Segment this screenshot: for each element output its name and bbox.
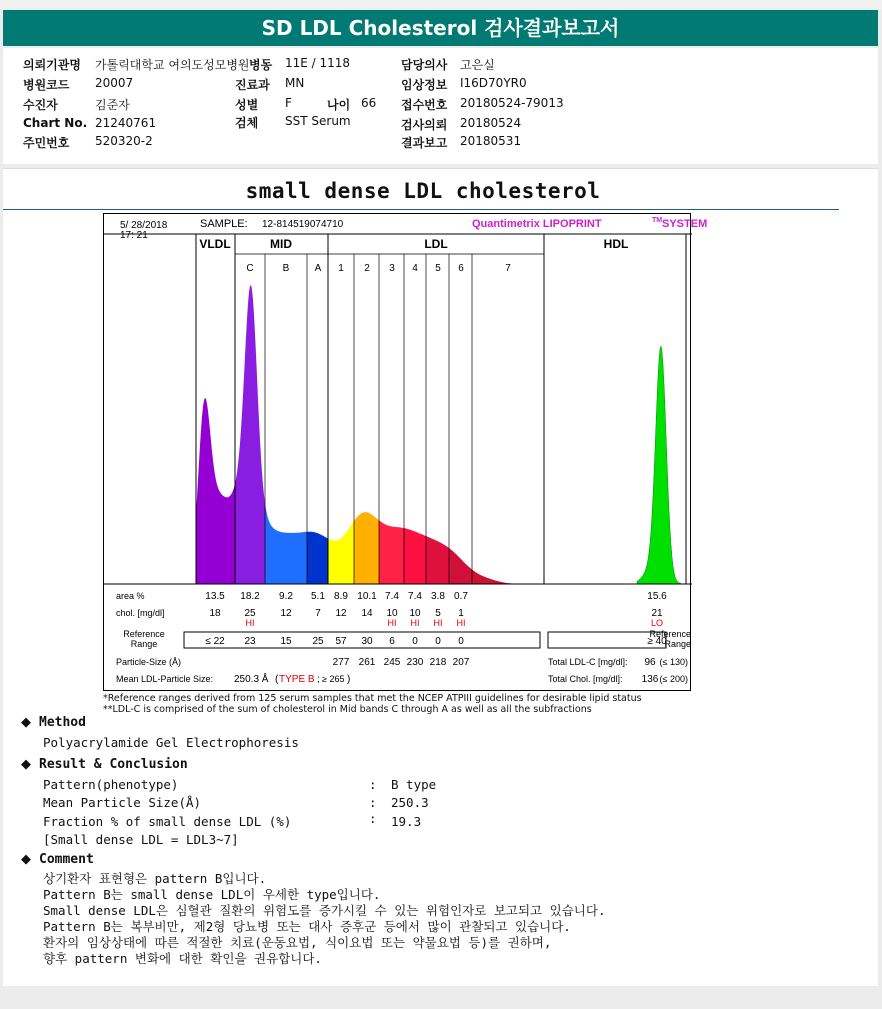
info-label: Chart No. bbox=[23, 116, 88, 130]
info-value: F bbox=[285, 96, 292, 110]
report-header bbox=[3, 10, 878, 46]
mean-paren: ) bbox=[347, 674, 351, 685]
chol-value: 10 bbox=[386, 608, 398, 619]
comment-line: Pattern B는 복부비만, 제2형 당뇨병 또는 대사 증후군 등에서 많이 관찰되고 있습니다. bbox=[43, 919, 571, 934]
result-row-sep: : bbox=[369, 777, 377, 792]
mean-ref: ≥ 265 bbox=[322, 674, 345, 684]
chol-value: 21 bbox=[651, 608, 663, 619]
area-pct-value: 9.2 bbox=[279, 591, 293, 602]
reference-value: ≥ 40 bbox=[647, 636, 667, 647]
chol-value: 25 bbox=[244, 608, 256, 619]
chol-value: 1 bbox=[458, 608, 464, 619]
info-label: 임상정보 bbox=[401, 78, 448, 92]
comment-line: 환자의 임상상태에 따른 적절한 치료(운동요법, 식이요법 또는 약물요법 등)를 권하며, bbox=[43, 935, 552, 950]
total-chol-label: Total Chol. [mg/dl]: bbox=[548, 674, 623, 684]
reference-value: 0 bbox=[458, 636, 464, 647]
result-row-sep: : bbox=[369, 811, 377, 826]
mean-size-value: 250.3 Å bbox=[234, 674, 269, 685]
chol-value: 5 bbox=[435, 608, 441, 619]
chol-value: 18 bbox=[209, 608, 221, 619]
row-label-mean: Mean LDL-Particle Size: bbox=[116, 674, 214, 684]
reference-value: 23 bbox=[244, 636, 256, 647]
result-row-label: Fraction % of small dense LDL (%) bbox=[43, 814, 292, 829]
diamond-icon: ◆ bbox=[21, 715, 31, 730]
comment-line: Small dense LDL은 심혈관 질환의 위험도를 증가시킬 수 있는 위험인자로 보고되고 있습니다. bbox=[43, 903, 606, 918]
band-label: A bbox=[314, 263, 322, 274]
info-value: 김준자 bbox=[95, 98, 130, 112]
info-label: 나이 bbox=[327, 98, 351, 112]
report-header-title: SD LDL Cholesterol 검사결과보고서 bbox=[261, 16, 620, 40]
band-area-2 bbox=[265, 503, 307, 584]
row-label-area: area % bbox=[116, 591, 145, 601]
area-pct-value: 3.8 bbox=[431, 591, 445, 602]
area-pct-value: 8.9 bbox=[334, 591, 348, 602]
result-heading-text: Result & Conclusion bbox=[39, 757, 188, 772]
footnote-1: *Reference ranges derived from 125 serum samples that met the NCEP ATPIII guidelines for desirable lipid status bbox=[103, 693, 642, 704]
info-label: 성별 bbox=[235, 98, 259, 112]
diamond-icon: ◆ bbox=[21, 757, 31, 772]
sample-label: SAMPLE: bbox=[200, 218, 248, 230]
result-row-sep: : bbox=[369, 795, 377, 810]
hdl-ref-label: Range bbox=[664, 639, 691, 649]
total-ldl-label: Total LDL-C [mg/dl]: bbox=[548, 657, 628, 667]
system-name: Quantimetrix LIPOPRINT bbox=[472, 218, 602, 230]
area-pct-value: 10.1 bbox=[357, 591, 377, 602]
info-label: 검체 bbox=[235, 116, 259, 130]
band-label: 1 bbox=[338, 263, 344, 274]
info-value: 520320-2 bbox=[95, 134, 153, 148]
comment-heading-text: Comment bbox=[39, 852, 94, 867]
comment-line: Pattern B는 small dense LDL이 우세한 type입니다. bbox=[43, 887, 381, 902]
chol-value: 14 bbox=[361, 608, 373, 619]
band-label: 2 bbox=[364, 263, 370, 274]
band-area-4 bbox=[328, 521, 354, 584]
particle-size-value: 218 bbox=[429, 657, 447, 668]
total-ldl-value: 96 bbox=[644, 657, 656, 668]
particle-size-value: 230 bbox=[406, 657, 424, 668]
info-label: 접수번호 bbox=[401, 98, 448, 112]
band-label: 5 bbox=[435, 263, 441, 274]
reference-value: 25 bbox=[312, 636, 324, 647]
lipoprint-chart-svg bbox=[104, 214, 708, 692]
comment-line: 향후 pattern 변화에 대한 확인을 권유합니다. bbox=[43, 951, 322, 966]
result-row-label: Pattern(phenotype) bbox=[43, 777, 179, 792]
info-label: 담당의사 bbox=[401, 58, 448, 72]
chol-value: 12 bbox=[335, 608, 347, 619]
group-label-mid: MID bbox=[270, 237, 292, 251]
info-label: 병동 bbox=[249, 58, 273, 72]
info-label: 수진자 bbox=[23, 98, 58, 112]
result-heading bbox=[21, 757, 188, 772]
info-value: 20007 bbox=[95, 76, 134, 90]
result-row-label: Mean Particle Size(Å) bbox=[43, 795, 202, 810]
flag-lo: LO bbox=[650, 618, 664, 628]
band-label: 3 bbox=[389, 263, 395, 274]
area-pct-value: 7.4 bbox=[385, 591, 399, 602]
info-label: 진료과 bbox=[235, 78, 270, 92]
area-pct-value: 7.4 bbox=[408, 591, 422, 602]
footnote-2: **LDL-C is comprised of the sum of cholesterol in Mid bands C through A as well as all the subfractions bbox=[103, 704, 592, 715]
lipoprint-chart bbox=[103, 213, 708, 691]
flag-hi: HI bbox=[456, 618, 466, 628]
band-area-6 bbox=[379, 520, 404, 584]
reference-value: 6 bbox=[389, 636, 395, 647]
report-title: small dense LDL cholesterol bbox=[245, 179, 601, 203]
info-label: 검사의뢰 bbox=[401, 118, 448, 132]
total-ldl-ref: (≤ 130) bbox=[659, 657, 688, 667]
band-label: B bbox=[282, 263, 290, 274]
mean-type: TYPE B bbox=[279, 674, 315, 685]
method-text: Polyacrylamide Gel Electrophoresis bbox=[43, 735, 299, 750]
flag-hi: HI bbox=[245, 618, 255, 628]
band-area-7 bbox=[404, 528, 426, 584]
system-tm: TM bbox=[652, 217, 663, 224]
top-strip bbox=[0, 0, 882, 10]
area-pct-value: 0.7 bbox=[454, 591, 468, 602]
row-label-particle: Particle-Size (Å) bbox=[116, 657, 182, 667]
particle-size-value: 277 bbox=[332, 657, 350, 668]
system-suffix: SYSTEM bbox=[662, 218, 708, 230]
band-area-5 bbox=[354, 512, 379, 584]
info-label: 결과보고 bbox=[401, 136, 448, 150]
total-chol-value: 136 bbox=[641, 674, 659, 685]
chol-value: 12 bbox=[280, 608, 292, 619]
area-pct-value: 15.6 bbox=[647, 591, 667, 602]
group-label-hdl: HDL bbox=[603, 237, 629, 251]
reference-value: 0 bbox=[412, 636, 418, 647]
method-heading bbox=[21, 715, 86, 730]
reference-value: ≤ 22 bbox=[205, 636, 225, 647]
info-label: 병원코드 bbox=[23, 78, 70, 92]
band-area-10 bbox=[472, 570, 544, 585]
area-pct-value: 5.1 bbox=[311, 591, 325, 602]
report-body bbox=[3, 168, 878, 986]
area-pct-value: 18.2 bbox=[240, 591, 260, 602]
title-divider bbox=[3, 209, 839, 210]
area-pct-value: 13.5 bbox=[205, 591, 225, 602]
reference-value: 57 bbox=[335, 636, 347, 647]
band-label: C bbox=[246, 263, 254, 274]
info-label: 주민번호 bbox=[23, 136, 70, 150]
info-value: 20180531 bbox=[460, 134, 522, 148]
group-label-ldl: LDL bbox=[424, 237, 448, 251]
info-value: 20180524 bbox=[460, 116, 522, 130]
band-label: 4 bbox=[412, 263, 418, 274]
chart-time: 17: 21 bbox=[120, 230, 148, 241]
row-label-ref: Reference bbox=[123, 629, 165, 639]
chart-date: 5/ 28/2018 bbox=[120, 220, 168, 231]
particle-size-value: 207 bbox=[452, 657, 470, 668]
reference-value: 15 bbox=[280, 636, 292, 647]
group-label-vldl: VLDL bbox=[199, 237, 231, 251]
result-row-value: 250.3 bbox=[391, 795, 429, 810]
info-value: SST Serum bbox=[285, 114, 351, 128]
info-value: 11E / 1118 bbox=[285, 56, 351, 70]
info-value: 고은실 bbox=[460, 58, 495, 72]
reference-value: 0 bbox=[435, 636, 441, 647]
diamond-icon: ◆ bbox=[21, 852, 31, 867]
comment-heading bbox=[21, 852, 94, 867]
band-label: 6 bbox=[458, 263, 464, 274]
result-row-value: B type bbox=[391, 777, 437, 792]
info-label: 의뢰기관명 bbox=[23, 58, 81, 72]
info-value: MN bbox=[285, 76, 305, 90]
method-heading-text: Method bbox=[39, 715, 86, 730]
result-row-value: 19.3 bbox=[391, 814, 422, 829]
particle-size-value: 261 bbox=[358, 657, 376, 668]
reference-value: 30 bbox=[361, 636, 373, 647]
flag-hi: HI bbox=[433, 618, 443, 628]
mean-sep: ; bbox=[317, 674, 320, 685]
flag-hi: HI bbox=[410, 618, 420, 628]
mean-paren: ( bbox=[275, 674, 279, 685]
info-value: 66 bbox=[361, 96, 377, 110]
comment-line: 상기환자 표현형은 pattern B입니다. bbox=[43, 871, 267, 886]
row-label-chol: chol. [mg/dl] bbox=[116, 608, 165, 618]
sample-id: 12-814519074710 bbox=[262, 219, 344, 230]
info-value: 가톨릭대학교 여의도성모병원 bbox=[95, 58, 250, 72]
chol-value: 7 bbox=[315, 608, 321, 619]
band-area-9 bbox=[449, 548, 472, 584]
band-area-0 bbox=[196, 398, 235, 584]
info-value: I16D70YR0 bbox=[460, 76, 527, 90]
band-area-8 bbox=[426, 536, 449, 584]
patient-info-panel bbox=[3, 48, 878, 164]
flag-hi: HI bbox=[387, 618, 397, 628]
info-value: 20180524-79013 bbox=[460, 96, 564, 110]
chol-value: 10 bbox=[409, 608, 421, 619]
result-note: [Small dense LDL = LDL3~7] bbox=[43, 832, 239, 847]
hdl-peak bbox=[637, 346, 681, 584]
bottom-strip bbox=[0, 988, 882, 1009]
band-label: 7 bbox=[505, 263, 511, 274]
band-area-1 bbox=[235, 285, 265, 584]
row-label-ref: Range bbox=[130, 639, 158, 649]
band-area-3 bbox=[307, 532, 328, 584]
info-value: 21240761 bbox=[95, 116, 157, 130]
hdl-ref-label: Reference bbox=[649, 629, 691, 639]
total-chol-ref: (≤ 200) bbox=[659, 674, 688, 684]
particle-size-value: 245 bbox=[383, 657, 401, 668]
